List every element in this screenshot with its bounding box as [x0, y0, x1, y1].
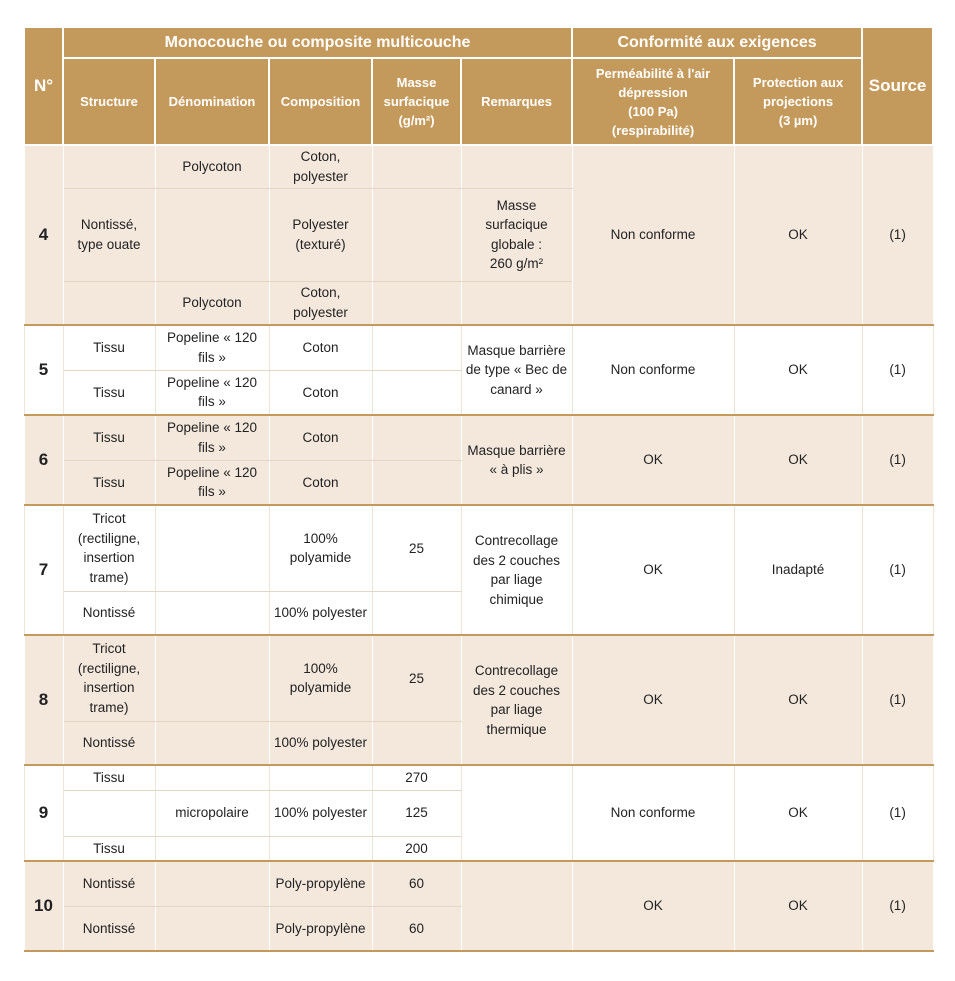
remarque-cell: Contrecollage des 2 couches par liage chimique	[461, 505, 572, 635]
table-row-10	[24, 861, 933, 951]
permeability-cell: Non conforme	[572, 765, 734, 861]
structure-cell: Nontissé	[63, 721, 155, 765]
composition-cell: 100% polyamide	[269, 635, 372, 721]
composition-cell: Coton	[269, 415, 372, 460]
denomination-cell	[155, 861, 269, 906]
header-structure: Structure	[63, 58, 155, 145]
structure-cell: Nontissé	[63, 906, 155, 951]
protection-cell: OK	[734, 415, 862, 505]
remarque-cell	[461, 861, 572, 951]
structure-cell: Nontissé	[63, 861, 155, 906]
permeability-cell: OK	[572, 861, 734, 951]
structure-cell	[63, 790, 155, 836]
permeability-cell: OK	[572, 415, 734, 505]
masse-cell	[372, 281, 461, 325]
masse-cell: 200	[372, 836, 461, 861]
row-number: 6	[24, 415, 63, 505]
composition-cell: Poly-propylène	[269, 906, 372, 951]
table-row-6	[24, 415, 933, 505]
denomination-cell	[155, 635, 269, 721]
denomination-cell	[155, 765, 269, 790]
protection-cell: OK	[734, 765, 862, 861]
row-number: 10	[24, 861, 63, 951]
masse-cell	[372, 460, 461, 505]
permeability-cell: OK	[572, 635, 734, 765]
header-group-conformity: Conformité aux exigences	[572, 27, 862, 58]
masse-cell	[372, 370, 461, 415]
source-cell: (1)	[862, 505, 933, 635]
denomination-cell: Popeline « 120 fils »	[155, 460, 269, 505]
header-masse-line3: (g/m²)	[398, 113, 435, 128]
table-row-4	[24, 145, 933, 325]
masse-cell	[372, 325, 461, 370]
denomination-cell	[155, 505, 269, 591]
header-masse	[372, 58, 461, 145]
remarque-line2: 260 g/m²	[489, 256, 544, 271]
composition-cell: 100% polyester	[269, 591, 372, 635]
structure-cell: Tissu	[63, 325, 155, 370]
denomination-cell	[155, 188, 269, 281]
masse-cell	[372, 721, 461, 765]
header-remarques: Remarques	[461, 58, 572, 145]
masse-cell	[372, 145, 461, 188]
masse-cell	[372, 591, 461, 635]
structure-cell: Tissu	[63, 765, 155, 790]
structure-cell: Nontissé	[63, 591, 155, 635]
remarque-cell: Contrecollage des 2 couches par liage thermique	[461, 635, 572, 765]
protection-cell: Inadapté	[734, 505, 862, 635]
row-number: 4	[24, 145, 63, 325]
structure-cell	[63, 145, 155, 188]
denomination-cell	[155, 721, 269, 765]
header-perm-line4: (respirabilité)	[611, 122, 695, 138]
permeability-cell: Non conforme	[572, 145, 734, 325]
structure-cell	[63, 281, 155, 325]
header-group-mono: Monocouche ou composite multicouche	[63, 27, 572, 58]
structure-cell: Tissu	[63, 460, 155, 505]
source-cell: (1)	[862, 861, 933, 951]
header-composition: Composition	[269, 58, 372, 145]
masse-cell: 270	[372, 765, 461, 790]
masse-cell: 25	[372, 505, 461, 591]
masse-cell	[372, 188, 461, 281]
table-row-5	[24, 325, 933, 415]
composition-cell: Coton	[269, 370, 372, 415]
header-perm-line2: dépression	[618, 84, 688, 100]
composition-cell: Coton	[269, 460, 372, 505]
header-num: N°	[24, 27, 63, 145]
header-perm-line1: Perméabilité à l'air	[595, 65, 711, 81]
header-denomination: Dénomination	[155, 58, 269, 145]
permeability-cell: OK	[572, 505, 734, 635]
header-protection	[734, 58, 862, 145]
denomination-cell	[155, 591, 269, 635]
masse-cell: 25	[372, 635, 461, 721]
protection-cell: OK	[734, 325, 862, 415]
composition-cell	[269, 836, 372, 861]
denomination-cell: Polycoton	[155, 145, 269, 188]
row-number: 8	[24, 635, 63, 765]
denomination-cell: micropolaire	[155, 790, 269, 836]
composition-cell: Coton, polyester	[269, 145, 372, 188]
structure-cell: Tissu	[63, 370, 155, 415]
structure-cell: Tricot (rectiligne, insertion trame)	[63, 635, 155, 721]
row-number: 9	[24, 765, 63, 861]
composition-cell: 100% polyester	[269, 721, 372, 765]
remarque-cell: Masque barrière de type « Bec de canard »	[461, 325, 572, 415]
protection-cell: OK	[734, 635, 862, 765]
masse-cell	[372, 415, 461, 460]
denomination-cell: Popeline « 120 fils »	[155, 325, 269, 370]
header-prot-line1: Protection aux	[752, 75, 844, 90]
header-masse-line1: Masse	[396, 75, 437, 90]
table-row-7	[24, 505, 933, 635]
header-prot-line3: (3 µm)	[778, 113, 818, 128]
composition-cell: Polyester (texturé)	[269, 188, 372, 281]
masse-cell: 60	[372, 906, 461, 951]
remarque-cell	[461, 188, 572, 281]
row-number: 5	[24, 325, 63, 415]
permeability-cell: Non conforme	[572, 325, 734, 415]
structure-cell: Nontissé, type ouate	[63, 188, 155, 281]
header-permeability	[572, 58, 734, 145]
header-prot-line2: projections	[763, 94, 834, 109]
row-number: 7	[24, 505, 63, 635]
structure-cell: Tissu	[63, 415, 155, 460]
remarque-line1: Masse surfacique globale :	[485, 197, 548, 252]
composition-cell: 100% polyester	[269, 790, 372, 836]
source-cell: (1)	[862, 325, 933, 415]
remarque-cell: Masque barrière « à plis »	[461, 415, 572, 505]
source-cell: (1)	[862, 635, 933, 765]
denomination-cell	[155, 836, 269, 861]
composition-cell: Poly-propylène	[269, 861, 372, 906]
conformity-table	[23, 26, 934, 952]
header-perm-line3: (100 Pa)	[628, 103, 678, 119]
composition-cell: 100% polyamide	[269, 505, 372, 591]
masse-cell: 60	[372, 861, 461, 906]
structure-cell: Tissu	[63, 836, 155, 861]
header-masse-line2: surfacique	[383, 94, 450, 109]
source-cell: (1)	[862, 765, 933, 861]
source-cell: (1)	[862, 415, 933, 505]
denomination-cell	[155, 906, 269, 951]
protection-cell: OK	[734, 145, 862, 325]
composition-cell	[269, 765, 372, 790]
denomination-cell: Popeline « 120 fils »	[155, 415, 269, 460]
header-source: Source	[862, 27, 933, 145]
structure-cell: Tricot (rectiligne, insertion trame)	[63, 505, 155, 591]
remarque-cell	[461, 765, 572, 861]
composition-cell: Coton	[269, 325, 372, 370]
remarque-cell	[461, 281, 572, 325]
composition-cell: Coton, polyester	[269, 281, 372, 325]
table-row-8	[24, 635, 933, 765]
denomination-cell: Popeline « 120 fils »	[155, 370, 269, 415]
denomination-cell: Polycoton	[155, 281, 269, 325]
table-header	[24, 27, 933, 145]
masse-cell: 125	[372, 790, 461, 836]
table-row-9	[24, 765, 933, 861]
remarque-cell	[461, 145, 572, 188]
protection-cell: OK	[734, 861, 862, 951]
source-cell: (1)	[862, 145, 933, 325]
